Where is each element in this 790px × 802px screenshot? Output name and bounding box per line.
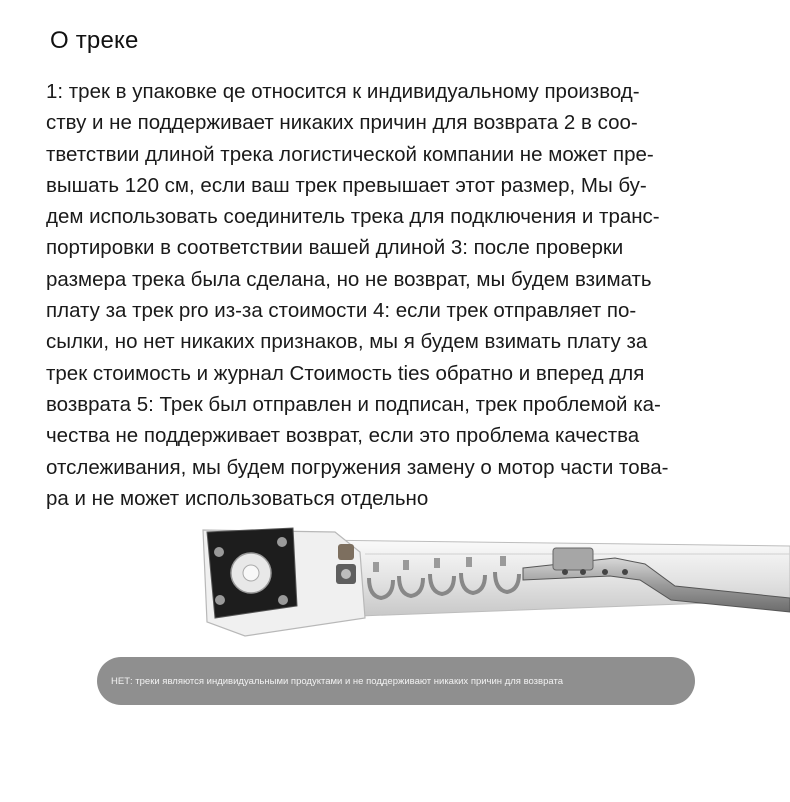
policy-line: отслеживания, мы будем погружения замену о мотор части това- — [46, 455, 669, 479]
curtain-track-image — [185, 518, 790, 648]
policy-line: плату за трек pro из-за стоимости 4: если трек отправляет по- — [46, 299, 637, 323]
policy-line: возврата 5: Трек был отправлен и подписан, трек проблемой ка- — [46, 392, 661, 416]
return-policy-text — [46, 76, 726, 514]
motor-plate — [207, 528, 297, 618]
policy-line: тветствии длиной трека логистической компании не может пре- — [46, 142, 654, 166]
notice-text: НЕТ: треки являются индивидуальными продуктами и не поддерживают никаких причин для возврата — [111, 675, 563, 687]
policy-line: дем использовать соединитель трека для подключения и транс- — [46, 205, 660, 229]
policy-line: 1: трек в упаковке qe относится к индивидуальному производ- — [46, 80, 640, 103]
page-title: О треке — [50, 27, 139, 54]
policy-line: портировки в соответствии вашей длиной 3: после проверки — [46, 236, 624, 260]
policy-line: трек стоимость и журнал Стоимость ties обратно и вперед для — [46, 361, 645, 385]
policy-line: размера трека была сделана, но не возврат, мы будем взимать — [46, 267, 652, 291]
policy-line: ра и не может использоваться отдельно — [46, 486, 429, 510]
policy-line: сылки, но нет никаких признаков, мы я будем взимать плату за — [46, 330, 648, 354]
policy-line: вышать 120 см, если ваш трек превышает этот размер, Мы бу- — [46, 173, 647, 197]
notice-bar — [97, 657, 695, 705]
policy-line: чества не поддерживает возврат, если это проблема качества — [46, 424, 640, 448]
policy-line: ству и не поддерживает никаких причин для возврата 2 в соо- — [46, 111, 638, 135]
